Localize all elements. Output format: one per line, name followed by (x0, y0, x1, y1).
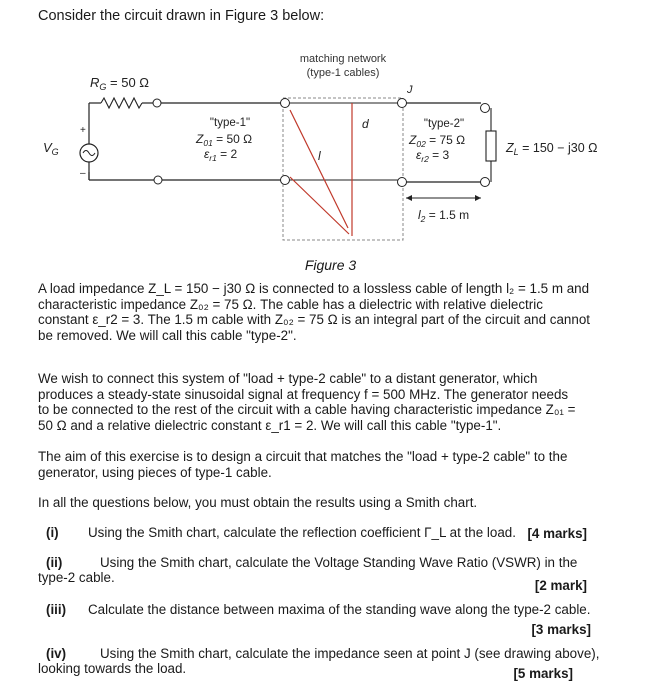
para-line: 50 Ω and a relative dielectric constant ε_r1 = 2. We will call this cable "type-1". (38, 417, 502, 433)
paragraph-instructions (38, 495, 613, 511)
paragraph-load (38, 281, 613, 343)
l2-value: = 1.5 m (425, 208, 470, 222)
question-marks: [4 marks] (527, 526, 587, 541)
type1-e-sub: r1 (209, 153, 217, 163)
type1-z-sub: 01 (203, 138, 213, 148)
zl-value: = 150 − j30 Ω (518, 141, 598, 155)
label-l: l (318, 149, 321, 163)
question-marks: [2 mark] (534, 578, 587, 593)
minus-sign: – (80, 168, 86, 179)
question-text: Calculate the distance between maxima of the standing wave along the type-2 cable. (88, 602, 591, 617)
node-top-mn (281, 99, 290, 108)
figure-caption: Figure 3 (304, 257, 357, 273)
svg-text:Z02 = 75 Ω (408, 133, 465, 149)
para-line: We wish to connect this system of "load + type-2 cable" to a distant generator, which (38, 371, 538, 386)
svg-text:ZL = 150 − j30 Ω (505, 141, 598, 157)
type2-z-symbol: Z (409, 133, 417, 147)
question-text-cont: looking towards the load. (38, 661, 187, 676)
svg-text:εr1 = 2 (204, 147, 238, 163)
rg-value: = 50 Ω (106, 75, 150, 90)
node-load-top (481, 104, 490, 113)
terminal-bottom-left (154, 176, 162, 184)
zl-sub: L (513, 147, 519, 157)
para-line: be removed. We will call this cable "type-2". (38, 327, 297, 343)
type1-z-value: = 50 Ω (212, 132, 253, 146)
type1-e-value: = 2 (216, 147, 238, 161)
intro-text: Consider the circuit drawn in Figure 3 below: (38, 8, 325, 24)
circuit-diagram (0, 0, 661, 270)
question-text: Using the Smith chart, calculate the reflection coefficient Γ_L at the load. (88, 525, 516, 540)
resistor-icon (101, 98, 142, 108)
paragraph-generator (38, 371, 613, 433)
load-icon (486, 131, 496, 161)
matching-label-1: matching network (299, 53, 387, 65)
type2-z-value: = 75 Ω (425, 133, 466, 147)
svg-text:RG = 50 Ω (90, 75, 149, 92)
zl-symbol: Z (506, 141, 514, 155)
l2-symbol: l (418, 208, 421, 222)
vg-sub: G (51, 147, 59, 157)
l2-arrow-right-icon (475, 195, 481, 201)
type2-name: "type-2" (423, 118, 465, 130)
type1-e-symbol: ε (204, 147, 210, 161)
question-marks: [3 marks] (531, 622, 591, 637)
svg-text:Z01 = 50 Ω (195, 132, 252, 148)
l2-arrow-left-icon (406, 195, 412, 201)
question-number: (ii) (46, 555, 63, 570)
l2-sub: 2 (420, 214, 426, 224)
para-line: characteristic impedance Z₀₂ = 75 Ω. The cable has a dielectric with relative dielectric (38, 296, 543, 312)
type1-name: "type-1" (209, 117, 251, 129)
node-load-bottom (481, 178, 490, 187)
question-marks: [5 marks] (513, 666, 573, 681)
type2-z-sub: 02 (416, 139, 426, 149)
svg-text:VG (43, 140, 59, 157)
type2-e-value: = 3 (428, 148, 450, 162)
stub-diagonal-line-2 (290, 177, 349, 234)
type2-e-sub: r2 (421, 154, 429, 164)
para-line: to be connected to the rest of the circuit with a cable having characteristic impedance Z₀₁ = (38, 402, 576, 417)
para-line: generator, using pieces of type-1 cable. (38, 464, 272, 480)
paragraph-aim (38, 449, 613, 480)
type1-z-symbol: Z (196, 132, 204, 146)
para-line: constant ε_r2 = 3. The 1.5 m cable with Z₀₂ = 75 Ω is an integral part of the circuit and cannot (38, 312, 590, 327)
vg-symbol: V (43, 140, 52, 155)
label-j: J (407, 84, 413, 96)
question-number: (i) (46, 525, 59, 540)
question-text: Using the Smith chart, calculate the impedance seen at point J (see drawing above), (100, 646, 600, 661)
node-bottom-mn (281, 176, 290, 185)
plus-sign: + (80, 125, 86, 136)
label-d: d (362, 117, 369, 131)
rg-sub: G (99, 82, 107, 92)
para-line: The aim of this exercise is to design a circuit that matches the "load + type-2 cable" to the (38, 449, 568, 464)
question-text: Using the Smith chart, calculate the Voltage Standing Wave Ratio (VSWR) in the (100, 555, 578, 570)
matching-label-2: (type-1 cables) (306, 67, 380, 79)
svg-text:εr2 = 3 (416, 148, 450, 164)
para-line: produces a steady-state sinusoidal signal at frequency f = 500 MHz. The generator needs (38, 386, 569, 402)
node-j-top (398, 99, 407, 108)
terminal-top-left (153, 99, 161, 107)
question-number: (iv) (46, 646, 67, 661)
svg-text:l2 = 1.5 m (418, 208, 469, 224)
type2-e-symbol: ε (416, 148, 422, 162)
node-j-bottom (398, 178, 407, 187)
question-text-cont: type-2 cable. (38, 570, 115, 585)
stub-diagonal-line (290, 110, 348, 228)
rg-symbol: R (90, 75, 100, 90)
question-number: (iii) (46, 602, 67, 617)
para-line: A load impedance Z_L = 150 − j30 Ω is connected to a lossless cable of length l₂ = 1.5 m and (38, 281, 590, 296)
para-line: In all the questions below, you must obtain the results using a Smith chart. (38, 495, 478, 510)
